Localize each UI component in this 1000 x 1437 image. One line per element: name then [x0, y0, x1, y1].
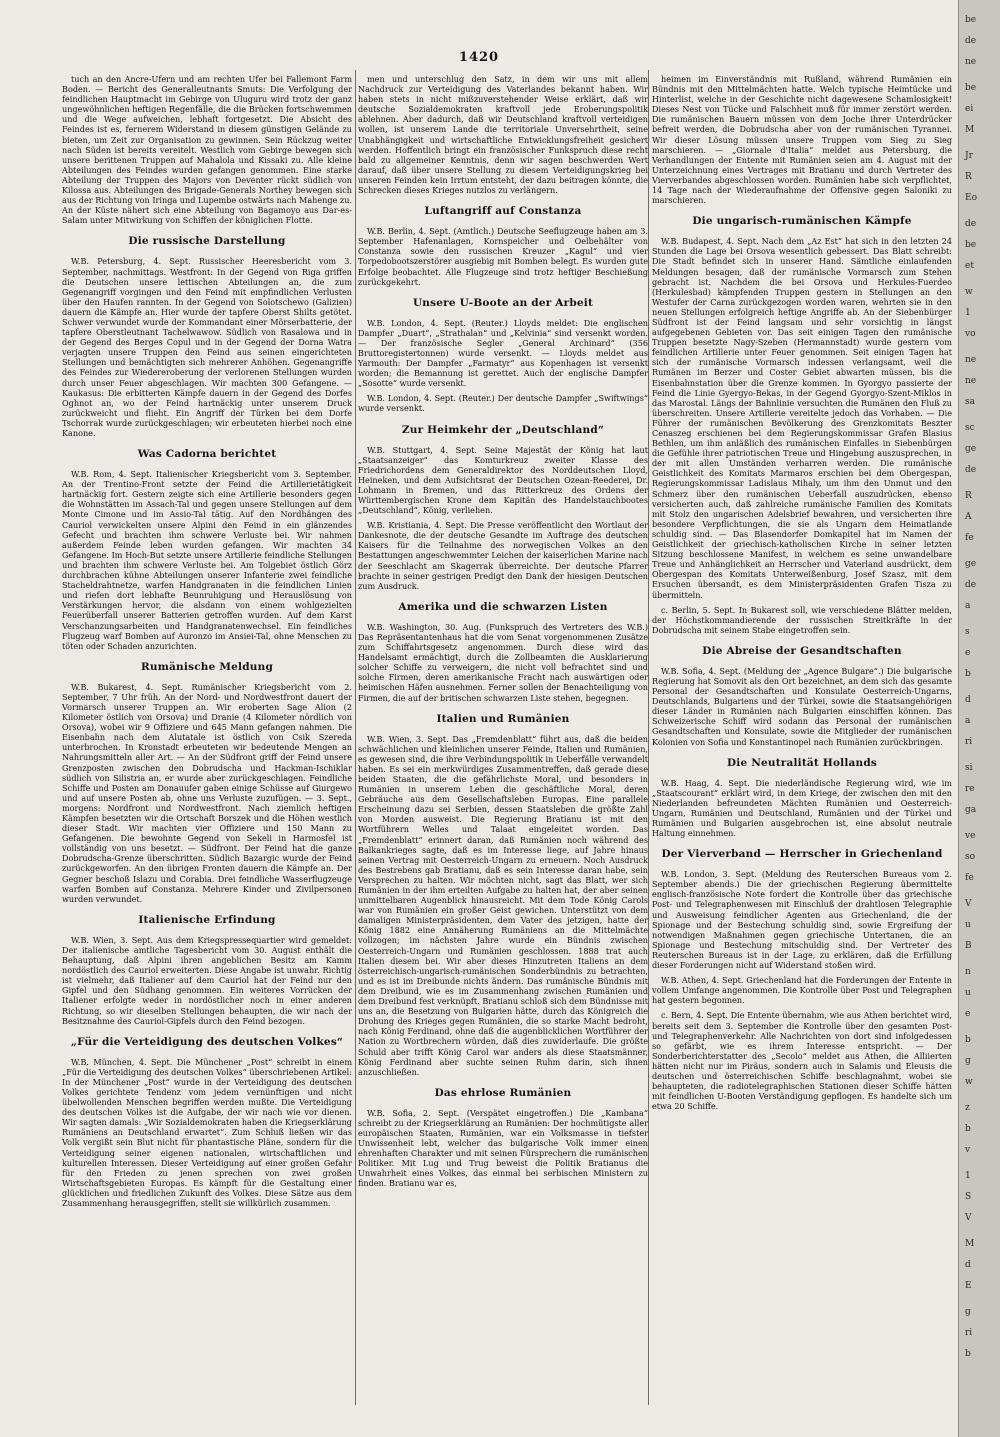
- article-headline: „Für die Verteidigung des deutschen Volkes“: [70, 1035, 344, 1048]
- edge-fragment: e: [965, 648, 971, 658]
- article-paragraph: W.B. Berlin, 4. Sept. (Amtlich.) Deutsche Seeflugzeuge haben am 3. September Hafenanlagen, Kornspeicher und Oelbehälter von Constanza sowie den russischen Kreuzer „Kagul“ und vier Torpedobootszerstörer ausgiebig mit Bomben belegt. Es wurden gute Erfolge beobachtet. Alle Flugzeuge sind trotz heftiger Beschießung zurückgekehrt.: [358, 226, 648, 287]
- article-paragraph: W.B. London, 4. Sept. (Reuter.) Der deutsche Dampfer „Swiftwings“ wurde versenkt.: [358, 393, 648, 414]
- edge-fragment: b: [965, 669, 971, 679]
- edge-fragment: fe: [965, 533, 974, 543]
- edge-fragment: z: [965, 1103, 970, 1113]
- edge-fragment: ri: [965, 737, 973, 747]
- edge-fragment: s: [965, 627, 970, 637]
- article-headline: Amerika und die schwarzen Listen: [398, 600, 608, 613]
- edge-fragment: be: [965, 15, 977, 25]
- article-paragraph: c. Berlin, 5. Sept. In Bukarest soll, wie verschiedene Blätter melden, der Höchstkommandierende der russischen Streitkräfte in der Dobrudscha mit seinem Stabe eingetroffen sein.: [652, 604, 952, 635]
- edge-fragment: R: [965, 172, 972, 182]
- edge-fragment: ne: [965, 376, 977, 386]
- column-middle: [358, 74, 648, 1404]
- edge-fragment: ga: [965, 805, 977, 815]
- article-paragraph: W.B. Sofia, 4. Sept. (Meldung der „Agence Bulgare“.) Die bulgarische Regierung hat Somovit als den Ort bezeichnet, an dem sich das gesamte Personal der Gesandtschaften und Konsulate Oesterreich-Ungarns, Deutschlands, Bulgariens und der Türkei, sowie die Staatsangehörigen dieser Länder in Rumänien nach Bulgarien einschiffen können. Das Schweizerische Schiff wird sodann das Personal der rumänischen Gesandtschaften und Konsulate, sowie die Mitglieder der rumänischen Kolonien von Sofia und Konstantinopel nach Rumänien zurückbringen.: [652, 665, 952, 747]
- edge-fragment: S: [965, 1192, 972, 1202]
- edge-fragment: d: [965, 695, 971, 705]
- article-paragraph: W.B. London, 4. Sept. (Reuter.) Lloyds meldet: Die englischen Dampfer „Duart“, „Strathalan“ und „Kelvinia“ sind versenkt worden. — Der französische Segler „General Archinard“ (356 Bruttoregistertonnen) wurde versenkt. — Lloyds meldet aus Yarmouth: Der Dampfer „Farmatyr“ aus Kopenhagen ist versenkt worden; die Bemannung ist gerettet. Auch der englische Dampfer „Sosotte“ wurde versenkt.: [358, 317, 648, 389]
- article-paragraph: W.B. Rom, 4. Sept. Italienischer Kriegsbericht vom 3. September. An der Trentino-Front setzte der Feind die Artillerietätigkeit hartnäckig fort. Gestern zeigte sich eine Artillerie besonders gegen die Wohnstätten im Assach-Tal und gegen unsere Stellungen auf dem Monte Cimone und im Assio-Tal tätig. Auf den Nordhängen des Cauriol verwickelten unsere Alpini den Feind in ein glänzendes Gefecht und brachten ihm schwere Verluste bei. Wir nahmen außerdem Feinde leben wurden gefangen. Wir machten 34 Gefangene. Im Hoch-But setzte unsere Artillerie feindliche Stellungen und brachten ihm schwere Verluste bei. Am Tolgebiet östlich Görz durchbrachen kühne Abteilungen unserer Infanterie zwei feindliche Stacheldrahtnetze, warfen Handgranaten in die feindlichen Linien und riefen dort lebhafte Beunruhigung und Herauslösung von Verstärkungen hervor, die alsdann von einem wohlgezielten Feuerüberfall unserer Batterien getroffen wurden. Auf dem Karst Verschanzungsarbeiten und Handgranatenwechsel. Ein feindliches Flugzeug warf Bomben auf Auronzo im Ansiei-Tal, ohne Menschen zu töten oder Schaden anzurichten.: [62, 469, 352, 651]
- column-rule: [355, 70, 356, 1405]
- article-paragraph: W.B. Wien, 3. Sept. Das „Fremdenblatt“ führt aus, daß die beiden schwächlichen und kleinlichen unserer Feinde, Italien und Rumänien, es gewesen sind, die ihre Verbindungspolitik in Ueberfälle verwandelt haben. Es sei ein merkwürdiges Zusammentreffen, daß gerade diese beiden Staaten, die die gefährlichste Moral, und besonders in Rumänien in unserem Leben die geschäftliche Moral, deren Gebräuche aus dem Gesellschaftsleben Europas. Eine parallele Erscheinung dazu sei Serbien, dessen Staatsleben die größte Zahl von Morden ausweist. Die Regierung Bratianu ist mit den Wortführern Welles und Talaat eingeleitet worden. Das „Fremdenblatt“ erinnert daran, daß Rumänien noch während des Balkankrieges sagte, daß es im Interesse liege, auf Jahre hinaus seinen Vertrag mit Oesterreich-Ungarn zu erneuern. Noch Ausdruck des Bestrebens gab Bratianu, daß es sein Interesse daran habe, sein Versprechen zu halten. Wir möchten nicht, sagt das Blatt, wer sich Rumänien in der ihm erteilten Aufgabe zu halten hat, der aber seinen unmittelbaren Augenblick hinausreicht. Mit dem Tode König Carols war von Rumänien ein großer Geist gewichen. Unterstützt von dem damaligen Ministerpräsidenten, dem Vater des jetzigen, hatte der König 1882 eine Annäherung Rumäniens an die Mittelmächte vollzogen; im nächsten Jahre wurde ein Bündnis zwischen Oesterreich-Ungarn und Rumänien geschlossen. 1888 trat auch Italien diesem bei. Wir aber dieses Hinzutreten Italiens an dem österreichisch-ungarisch-rumänischen Sonderbündnis zu betrachten, und es ist im Dreibunde nichts ändern. Das rumänische Bündnis mit dem Dreibund, wie es im Zusammenhang zwischen Rumänien und dem Dreibund fest verknüpft. Bratianu schloß sich dem Bündnisse mit uns an, die Besetzung von Bulgarien hätte, durch das Königreich die Drohung des Krieges gegen Rumänien, die so starke Macht bedroht, nach König Ferdinand, ohne daß die augenblicklichen Wortführer der Nation zu Wortbrechern würden, daß dies zuwiderlaufe. Die größte Schuld aber trifft König Carol war anders als diese Staatsmänner, König Ferdinand aber suchte seinen Ruhm darin, sich ihnen anzuschließen.: [358, 733, 648, 1077]
- article-headline: Zur Heimkehr der „Deutschland“: [401, 423, 605, 436]
- article-headline: Die Abreise der Gesandtschaften: [702, 644, 902, 657]
- edge-fragment: de: [965, 219, 977, 229]
- edge-fragment: u: [965, 920, 971, 930]
- article-headline: Der Vierverband — Herrscher in Griechenland: [661, 848, 943, 861]
- edge-fragment: so: [965, 852, 976, 862]
- edge-fragment: ne: [965, 57, 977, 67]
- article-paragraph: W.B. Haag, 4. Sept. Die niederländische Regierung wird, wie im „Staatscourant“ erklärt wird, in dem Kriege, der zwischen den mit den Niederlanden befreundeten Mächten Rumänien und Oesterreich-Ungarn, Rumänien und Deutschland, Rumänien und der Türkei und Rumänien und Bulgarien ausgebrochen ist, eine absolut neutrale Haltung einnehmen.: [652, 777, 952, 839]
- edge-fragment: a: [965, 716, 971, 726]
- column-left: [62, 74, 352, 1404]
- edge-fragment: Jr: [965, 151, 973, 161]
- page-number: 1420: [458, 50, 500, 65]
- article-headline: Die Neutralität Hollands: [726, 756, 878, 769]
- edge-fragment: 1: [965, 1171, 971, 1181]
- article-paragraph: heimen im Einverständnis mit Rußland, während Rumänien ein Bündnis mit den Mittelmächten hatte. Welch typische Heimtücke und Hinterlist, welche in der Geschichte nicht dagewesene Schamlosigkeit! Dieses Nest von Tücke und Falschheit muß für immer zerstört werden. Die rumänischen Bauern müssen von dem Joche ihrer Unterdrücker befreit werden, die Dobrudscha aber von der rumänischen Tyrannei. Wir dieser Lösung müssen unsere Truppen vom Sieg zu Sieg marschieren. — „Giornale d'Italia“ meldet aus Petersburg, die Verhandlungen der Entente mit Rumänien seien am 4. August mit der Unterzeichnung eines Vertrages mit Bratianu und durch Vertreter des Vierverbandes abgeschlossen worden. Rumänien habe sich verpflichtet, 14 Tage nach der Wiederaufnahme der Offensive gegen Saloniki zu marschieren.: [652, 74, 952, 206]
- edge-fragment: M: [965, 1239, 975, 1249]
- edge-fragment: E: [965, 1281, 972, 1291]
- edge-fragment: de: [965, 465, 977, 475]
- edge-fragment: M: [965, 125, 975, 135]
- edge-fragment: V: [965, 1213, 972, 1223]
- article-paragraph: W.B. Washington, 30. Aug. (Funkspruch des Vertreters des W.B.) Das Repräsentantenhaus hat die vom Senat vorgenommenen Zusätze zum Schiffahrtsgesetz angenommen. Durch diese wird das Handelsamt ermächtigt, durch die Zollbeamten die Ausklarierung solcher Schiffe zu verweigern, die nicht voll befrachtet sind und solche Firmen, deren amerikanische Fracht nach auswärtigen oder heimischen Häfen ausnehmen. Ferner sollen der Benachteiligung von Firmen, die auf der britischen schwarzen Liste stehen, begegnen.: [358, 621, 648, 703]
- edge-fragment: B: [965, 941, 972, 951]
- article-paragraph: W.B. Budapest, 4. Sept. Nach dem „Az Est“ hat sich in den letzten 24 Stunden die Lage bei Orsova wesentlich gebessert. Das Blatt schreibt: Die Stadt befindet sich in unserer Hand. Sämtliche einlaufenden Meldungen besagen, daß der rumänische Vormarsch zum Stehen gebracht ist. Nachdem die bei Orsova und Herkules-Fuerdeo (Herkulesbad) kämpfenden Truppen gestern in Stellungen an den Westufer der Carna zurückgezogen worden waren, wehrten sie in den neuen Stellungen erfolgreich heftige Angriffe ab. An der Siebenbürger Südfront ist der Feind langsam und sehr vorsichtig in längst aufgegebenen Gebieten vor. Das seit einigen Tagen den rumänische Truppen besetzte Nagy-Szeben (Hermannstadt) wurde gestern vom feindlichen Artillerie unter Feuer genommen. Seit einigen Tagen hat sich der rumänische Vormarsch indessen verlangsamt, weil die Rumänen im Berzer und Coster Gebiet abwarten müssen, bis die Eisenbahnstation über die Grenze kommen. In Gyorgyo passierte der Feind die Linie Gyergyo-Bekas, in der Gegend Gyorgyo-Szent-Miklos in das Marostal. Längs der Bahnlinie versuchten die Rumänen den Fluß zu überschreiten. Unsere Artillerie vereitelte jedoch das Vorhaben. — Die Führer der rumänischen Bevölkerung des Grenzkomitats Beszter Cenaszeg erschienen bei dem Regierungskommissar Grafen Blasius Bethlen, um ihm anläßlich des rumänischen Einfalles in Siebenbürgen die Gefühle ihrer patriotischen Treue und Hingebung auszusprechen, in der mit allen Umständen verharren werden. Die rumänische Geistlichkeit des Komitats Marmaros erschien bei dem Obergespan, Regierungskommissar Ladislaus Mihaly, um ihm den Unmut und den Schmerz über den rumänischen Ueberfall auszudrücken, ebenso versicherten auch, daß zahlreiche rumänische Familien des Komitats mit Stolz den ungarischen Adelsbrief bewahren, und versicherten ihre besondere Verpflichtungen, die sie als Ungarn dem Heimatlande schuldig sind. — Das Blasendorfer Domkapitel hat im Namen der Geistlichkeit der griechisch-katholischen Kirche in seiner letzten Sitzung beschlossene Manifest, in welchem es seine unwandelbare Treue und Anhänglichkeit an Herrscher und Vaterland ausdrückt, dem Obergespan des Komitats Unterweißenburg, Josef Szasz, mit dem Ersuchen übersandt, es dem Ministerpräsidenten Grafen Tisza zu übermitteln.: [652, 236, 952, 600]
- column-right: [652, 74, 952, 1404]
- edge-fragment: V: [965, 899, 972, 909]
- article-paragraph: c. Bern, 4. Sept. Die Entente übernahm, wie aus Athen berichtet wird, bereits seit dem 3. September die Kontrolle über den gesamten Post- und Telegraphenverkehr. Alle Nachrichten von dort sind infolgedessen so gefärbt, wie es ihrem Interesse entspricht. — Der Sonderberichterstatter des „Secolo“ meldet aus Athen, die Alliierten hätten nicht nur im Piräus, sondern auch in Salamis und Eleusis die deutschen und österreichischen Schiffe beschlagnahmt, wobei sie behaupteten, die radiotelegraphischen Stationen dieser Schiffe hätten mit feindlichen U-Booten Verständigung gepflogen. Es handelte sich um etwa 20 Schiffe.: [652, 1010, 952, 1112]
- edge-fragment: de: [965, 580, 977, 590]
- edge-fragment: w: [965, 1077, 973, 1087]
- edge-fragment: ge: [965, 559, 977, 569]
- article-paragraph: W.B. Athen, 4. Sept. Griechenland hat die Forderungen der Entente in vollem Umfange angenommen. Die Kontrolle über Post und Telegraphen hat gestern begonnen.: [652, 975, 952, 1006]
- article-paragraph: men und unterschlug den Satz, in dem wir uns mit allem Nachdruck zur Verteidigung des Vaterlandes bekannt haben. Wir haben stets in nicht mißzuverstehender Weise erklärt, daß wir deutsche Sozialdemokraten kraftvoll jede Eroberungspolitik ablehnen. Aber dadurch, daß wir Deutschland kraftvoll verteidigen wollen, ist unserem Lande die territoriale Unversehrtheit, seine Unabhängigkeit und wirtschaftliche Entwicklungsfreiheit gesichert werden. Hoffentlich bringt ein französischer Funkspruch diese recht bald zu allgemeiner Kenntnis, denn wir sagen beschwerden Wert darauf, daß über unsere Stellung zu diesem Verteidigungskrieg bei unseren Feinden kein Irrtum entsteht, der dazu beitragen könnte, die Schrecken dieses Krieges nutzlos zu verlängern.: [358, 74, 648, 196]
- edge-fragment: g: [965, 1307, 971, 1317]
- edge-fragment: ei: [965, 104, 974, 114]
- article-paragraph: W.B. London, 3. Sept. (Meldung des Reuterschen Bureaus vom 2. September abends.) Die der griechischen Regierung übermittelte englisch-französische Note fordert die Kontrolle über das griechische Post- und Telegraphenwesen mit Einschluß der drahtlosen Telegraphie und Ausweisung feindlicher Agenten aus Griechenland, die der Spionage und der Bestechung schuldig sind, sowie Ergreifung der notwendigen Maßnahmen gegen griechische Untertanen, die an Spionage und Bestechung mitschuldig sind. Der Vertreter des Reuterschen Bureaus ist in der Lage, zu erklären, daß die Erfüllung dieser Forderungen nicht auf Widerstand stoßen wird.: [652, 869, 952, 971]
- edge-fragment: be: [965, 83, 977, 93]
- edge-fragment: b: [965, 1124, 971, 1134]
- edge-fragment: be: [965, 240, 977, 250]
- article-headline: Das ehrlose Rumänien: [434, 1086, 572, 1099]
- edge-fragment: v: [965, 1145, 971, 1155]
- article-headline: Italienische Erfindung: [138, 913, 276, 926]
- edge-fragment: u: [965, 988, 971, 998]
- edge-fragment: sa: [965, 397, 975, 407]
- edge-fragment: e: [965, 1009, 971, 1019]
- edge-fragment: ge: [965, 444, 977, 454]
- article-headline: Was Cadorna berichtet: [137, 448, 277, 461]
- column-rule: [648, 70, 649, 1405]
- edge-fragment: de: [965, 36, 977, 46]
- article-paragraph: W.B. Sofia, 2. Sept. (Verspätet eingetroffen.) Die „Kambana“ schreibt zu der Kriegserklärung an Rumänien: Der hochmütigste aller europäischen Staaten, Rumänien, war ein Volksmasse in tiefster Unwissenheit lebt, welcher das bulgarische Volk immer einen ehrenhaften Charakter und mit seinen Fürsprechern die rumänischen Politiker. Mit Lug und Trug beweist die Politik Bratianus die Unwahrheit eines Volkes, das einmal bei serbischen Ministern zu finden. Bratianu war es,: [358, 1107, 648, 1189]
- article-headline: Die ungarisch-rumänischen Kämpfe: [692, 215, 912, 228]
- article-headline: Italien und Rumänien: [436, 712, 570, 725]
- edge-fragment: vo: [965, 329, 976, 339]
- edge-fragment: fe: [965, 873, 974, 883]
- edge-fragment: b: [965, 1035, 971, 1045]
- article-paragraph: W.B. Bukarest, 4. Sept. Rumänischer Kriegsbericht vom 2. September, 7 Uhr früh. An der Nord- und Nordwestfront dauert der Vormarsch unserer Truppen an. Wir eroberten Sage Alion (2 Kilometer östlich von Orsova) und Dranie (4 Kilometer nördlich von Orsova), wobei wir 9 Offiziere und 645 Mann gefangen nahmen. Die Eisenbahn nach dem Alutatale ist östlich von Csik Szereda unterbrochen. In Kronstadt erbeuteten wir bedeutende Mengen an Nahrungsmitteln aller Art. — An der Südfront griff der Feind unsere Grenzposten zwischen den Dobrudscha und Hackman-Ischiklar südlich von Silistria an, er wurde aber zurückgeschlagen. Feindliche Schiffe und Posten am Donauufer gaben einige Schüsse auf Giurgewo und auf unsere Posten ab, ohne uns Verluste zuzufügen. — 3. Sept., morgens: Nordfront und Nordwestfront. Nach ziemlich heftigen Kämpfen besetzten wir die Ortschaft Borszek und die Höhen westlich dieser Stadt. Wir machten vier Offiziere und 150 Mann zu Gefangenen. Die bewohnte Gegend von Sekeli in Harmosfel ist vollständig von uns besetzt. — Südfront. Der Feind hat die ganze Dobrudscha-Grenze überschritten. Südlich Bazargic wurde der Feind zurückgeworfen. An den übrigen Fronten dauern die Kämpfe an. Der Gegner beschoß Islazu und Corabia. Drei feindliche Wasserflugzeuge warfen Bomben auf Constanza. Mehrere Kinder und Zivilpersonen wurden verwundet.: [62, 681, 352, 904]
- next-page-edge: [958, 0, 1000, 1437]
- article-headline: Rumänische Meldung: [140, 660, 273, 673]
- article-paragraph: W.B. Wien, 3. Sept. Aus dem Kriegspressequartier wird gemeldet: Der italienische amtliche Tagesbericht vom 30. August enthält die Behauptung, daß Alpini ihren angeblichen Besitz am Kamm nordöstlich des Cauriol erweiterten. Diese Angabe ist unwahr. Richtig ist vielmehr, daß Italiener auf dem Cauriol hat der Feind nur den Gipfel und den Südhang genommen. Ein weiteres Vorrücken der Italiener erfolgte weder in nordöstlicher noch in einer anderen Richtung, so wir dieselben Stellungen behaupten, die wir nach der Besitznahme des Cauriol-Gipfels durch den Feind bezogen.: [62, 934, 352, 1026]
- edge-fragment: b: [965, 1349, 971, 1359]
- edge-fragment: n: [965, 967, 971, 977]
- article-headline: Die russische Darstellung: [128, 235, 286, 248]
- edge-fragment: g: [965, 1056, 971, 1066]
- edge-fragment: ve: [965, 831, 976, 841]
- edge-fragment: si: [965, 763, 973, 773]
- edge-fragment: sc: [965, 423, 975, 433]
- edge-fragment: w: [965, 287, 973, 297]
- article-headline: Unsere U-Boote an der Arbeit: [412, 296, 594, 309]
- article-headline: Luftangriff auf Constanza: [424, 205, 582, 218]
- article-paragraph: W.B. München, 4. Sept. Die Münchener „Post“ schreibt in einem „Für die Verteidigung des deutschen Volkes“ überschriebenen Artikel: In der Münchener „Post“ wurde in der Verteidigung des deutschen Volkes gerichtete Tendenz vom jedem vernünftigen und nicht übelwollenden Menschen begriffen werden mußte. Die Verteidigung des deutschen Volkes ist die Aufgabe, der wir nach wie vor dienen. Wir sagten damals: „Wir Sozialdemokraten haben die Kriegserklärung Rumäniens an Deutschland erwartet“. Zum Schluß ließen wir das Volk vergißt sein Blut nicht für phantastische Pläne, sondern für die Verteidigung seiner eigenen nationalen, wirtschaftlichen und kulturellen Interessen. Dieser Verteidigung auf einer großen Gefahr für den Frieden zu jenen sprechen von zwei großen Wirtschaftsgebieten Europas. Es kämpft für die Gestaltung einer glücklichen und friedlichen Zukunft des Volkes. Diese Sätze aus dem Zusammenhang herausgegriffen, stellt sie willkürlich zusammen.: [62, 1056, 352, 1208]
- edge-fragment: a: [965, 601, 971, 611]
- article-paragraph: W.B. Stuttgart, 4. Sept. Seine Majestät der König hat laut „Staatsanzeiger“ das Komturkreuz zweiter Klasse des Friedrichordens dem Generaldirektor des Norddeutschen Lloyd, Heineken, und dem Aufsichtsrat der Deutschen Ozean-Reederei, Dr. Lohmann in Bremen, und das Ritterkreuz des Ordens der Württembergischen Krone dem Kapitän des Handelstauchbootes „Deutschland“, König, verliehen.: [358, 444, 648, 516]
- edge-fragment: Eo: [965, 193, 977, 203]
- article-paragraph: W.B. Petersburg, 4. Sept. Russischer Heeresbericht vom 3. September, nachmittags. Westfront: In der Gegend von Riga griffen die Deutschen unsere lettischen Abteilungen an, die zum Gegenangriff vorgingen und den Feind mit empfindlichen Verlusten über den Haufen rannten. In der Gegend von Solotschewo (Galizien) dauern die Kämpfe an. Hier wurde der tapfere Oberst Shilts getötet. Schwer verwundet wurde der Kommandant einer Mörserbatterie, der tapfere Oberstleutnant Tachelwawow. Südlich von Rasalowa und in der Gegend des Berges Copul und in der Gegend der Dorna Watra verjagten unsere Truppen den Feind aus seinen eingerichteten Stellungen und bemächtigten sich mehrerer Anhöhen. Gegenangriffe des Feindes zur Wiedereroberung der verlorenen Stellungen wurden durch unser Feuer abgeschlagen. Wir machten 300 Gefangene. — Kaukasus: Die erbitterten Kämpfe dauern in der Gegend des Dorfes Oghnot an, wo der Feind hartnäckig unter unserem Druck zurückweicht und flieht. Ein Angriff der Türken bei dem Dorfe Tschorrak wurde zurückgeschlagen; wir erbeuteten hierbei noch eine Kanone.: [62, 256, 352, 438]
- edge-fragment: et: [965, 261, 974, 271]
- edge-fragment: ne: [965, 355, 977, 365]
- edge-fragment: A: [965, 512, 972, 522]
- edge-fragment: ri: [965, 1328, 973, 1338]
- edge-fragment: re: [965, 784, 975, 794]
- edge-fragment: d: [965, 1260, 971, 1270]
- edge-fragment: 1: [965, 308, 971, 318]
- edge-fragment: R: [965, 491, 972, 501]
- article-paragraph: W.B. Kristiania, 4. Sept. Die Presse veröffentlicht den Wortlaut der Dankesnote, die der deutsche Gesandte im Auftrage des deutschen Kaisers für die Teilnahme des norwegischen Volkes an den Bestattungen angeschwemmter Leichen der kaiserlichen Marine nach der Seeschlacht am Skagerrak überreichte. Der deutsche Pfarrer brachte in seiner gestrigen Predigt den Dank der hiesigen Deutschen zum Ausdruck.: [358, 520, 648, 591]
- article-paragraph: tuch an den Ancre-Ufern und am rechten Ufer bei Fallemont Farm Boden. — Bericht des Generalleutnants Smuts: Die Verfolgung der feindlichen Hauptmacht im Gebirge von Uluguru wird trotz der ganz ungewöhnlichen heftigen Regenfälle, die die Brücken fortschwemmen und die Wege aufweichen, lebhaft fortgesetzt. Die Absicht des Feindes ist es, fernerem Widerstand in diesem günstigen Gelände zu bieten, um Zeit zur Organisation zu gewinnen. Sein Rückzug weiter nach Süden ist bereits vereitelt. Westlich vom Gebirge bewegen sich unsere berittenen Truppen auf Mahalola und Kissaki zu. Alle kleine Abteilungen des Feindes wurden gefangen genommen. Eine starke Abteilung der Truppen des Majors von Deventer rückt südlich von Kilossa aus. Abteilungen des Brigade-Generals Northey bewegen sich aus der Richtung von Iringa und Lupembe ostwärts nach Mahenge zu. An der Küste nähert sich eine Abteilung von Bagamoyo aus Dar-es-Salam unter Mitwirkung von Schiffen der königlichen Flotte.: [62, 74, 352, 226]
